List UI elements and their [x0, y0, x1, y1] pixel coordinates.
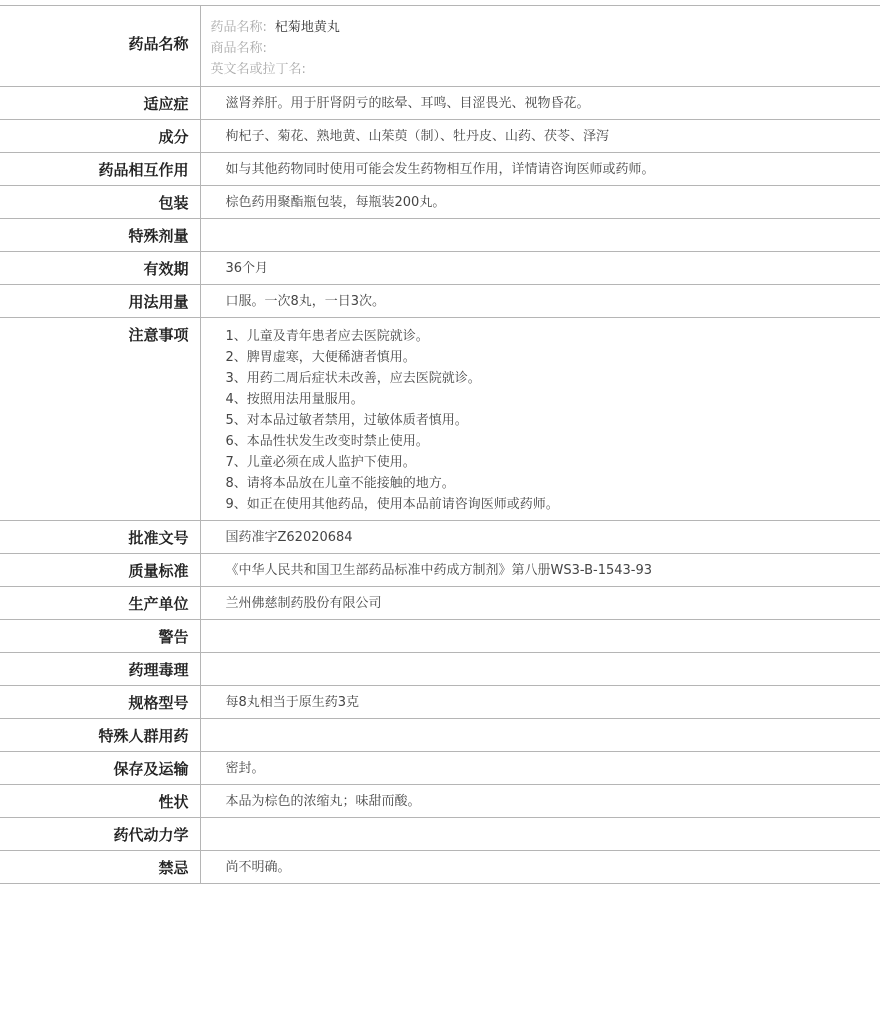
list-item: 5、对本品过敏者禁用，过敏体质者慎用。: [225, 413, 468, 428]
list-item: 7、儿童必须在成人监护下使用。: [225, 455, 416, 470]
spec-row-dosage: [0, 285, 880, 318]
spec-label: 保存及运输: [0, 752, 200, 785]
spec-value: [200, 620, 880, 653]
spec-row-indications: [0, 87, 880, 120]
english-name-key: 英文名或拉丁名:: [210, 62, 306, 77]
spec-value: 36个月: [225, 261, 269, 276]
trade-name-line: [211, 38, 871, 59]
generic-name-key: 药品名称:: [210, 20, 267, 35]
generic-name-line: [211, 17, 871, 38]
spec-label: 有效期: [0, 252, 200, 285]
spec-label: 生产单位: [0, 587, 200, 620]
generic-name-value: 杞菊地黄丸: [274, 20, 340, 35]
spec-row-name: [0, 6, 880, 87]
list-item: 1、儿童及青年患者应去医院就诊。: [225, 329, 429, 344]
spec-value: 兰州佛慈制药股份有限公司: [225, 596, 382, 611]
spec-label: 适应症: [0, 87, 200, 120]
spec-label: 药理毒理: [0, 653, 200, 686]
spec-label: 特殊人群用药: [0, 719, 200, 752]
spec-label: 用法用量: [0, 285, 200, 318]
spec-row-special-populations: [0, 719, 880, 752]
spec-value: 如与其他药物同时使用可能会发生药物相互作用，详情请咨询医师或药师。: [225, 162, 655, 177]
spec-value: 棕色药用聚酯瓶包装，每瓶装200丸。: [225, 195, 446, 210]
spec-row-ingredients: [0, 120, 880, 153]
spec-label: 特殊剂量: [0, 219, 200, 252]
spec-label: 批准文号: [0, 521, 200, 554]
spec-row-packaging: [0, 186, 880, 219]
spec-label: 性状: [0, 785, 200, 818]
english-name-line: [211, 59, 871, 80]
spec-label: 药代动力学: [0, 818, 200, 851]
spec-row-quality-standard: [0, 554, 880, 587]
spec-value: 国药准字Z62020684: [225, 530, 353, 545]
spec-row-storage: [0, 752, 880, 785]
trade-name-key: 商品名称:: [210, 41, 267, 56]
spec-value: [200, 653, 880, 686]
list-item: 6、本品性状发生改变时禁止使用。: [225, 434, 429, 449]
spec-value: 滋肾养肝。用于肝肾阴亏的眩晕、耳鸣、目涩畏光、视物昏花。: [225, 96, 590, 111]
spec-label: 成分: [0, 120, 200, 153]
spec-label-name: 药品名称: [0, 6, 200, 87]
spec-value: [200, 719, 880, 752]
spec-label: 质量标准: [0, 554, 200, 587]
spec-row-manufacturer: [0, 587, 880, 620]
drug-spec-table: [0, 5, 880, 884]
spec-value: 每8丸相当于原生药3克: [225, 695, 360, 710]
spec-value: [200, 318, 880, 521]
spec-value: 《中华人民共和国卫生部药品标准中药成方制剂》第八册WS3-B-1543-93: [225, 563, 653, 578]
spec-row-contraindications: [0, 851, 880, 884]
precautions-list: [226, 326, 871, 515]
spec-value: 密封。: [225, 761, 265, 776]
spec-row-specification: [0, 686, 880, 719]
list-item: 2、脾胃虚寒，大便稀溏者慎用。: [225, 350, 416, 365]
spec-row-description: [0, 785, 880, 818]
list-item: 9、如正在使用其他药品，使用本品前请咨询医师或药师。: [225, 497, 559, 512]
spec-value: 口服。一次8丸，一日3次。: [225, 294, 386, 309]
spec-row-special-dose: [0, 219, 880, 252]
spec-value: 枸杞子、菊花、熟地黄、山茱萸（制）、牡丹皮、山药、茯苓、泽泻: [225, 129, 610, 144]
spec-value: 尚不明确。: [225, 860, 291, 875]
spec-value: [200, 818, 880, 851]
spec-row-pharmacology: [0, 653, 880, 686]
spec-row-shelf-life: [0, 252, 880, 285]
spec-row-approval-number: [0, 521, 880, 554]
spec-label: 注意事项: [0, 318, 200, 521]
spec-row-pharmacokinetics: [0, 818, 880, 851]
spec-row-precautions: [0, 318, 880, 521]
spec-label: 警告: [0, 620, 200, 653]
spec-label: 包装: [0, 186, 200, 219]
spec-row-warning: [0, 620, 880, 653]
spec-value-name: [200, 6, 880, 87]
list-item: 3、用药二周后症状未改善，应去医院就诊。: [225, 371, 481, 386]
spec-label: 药品相互作用: [0, 153, 200, 186]
spec-value: [200, 219, 880, 252]
list-item: 8、请将本品放在儿童不能接触的地方。: [225, 476, 455, 491]
spec-label: 禁忌: [0, 851, 200, 884]
list-item: 4、按照用法用量服用。: [225, 392, 364, 407]
spec-label: 规格型号: [0, 686, 200, 719]
spec-row-interactions: [0, 153, 880, 186]
spec-value: 本品为棕色的浓缩丸；味甜而酸。: [225, 794, 421, 809]
